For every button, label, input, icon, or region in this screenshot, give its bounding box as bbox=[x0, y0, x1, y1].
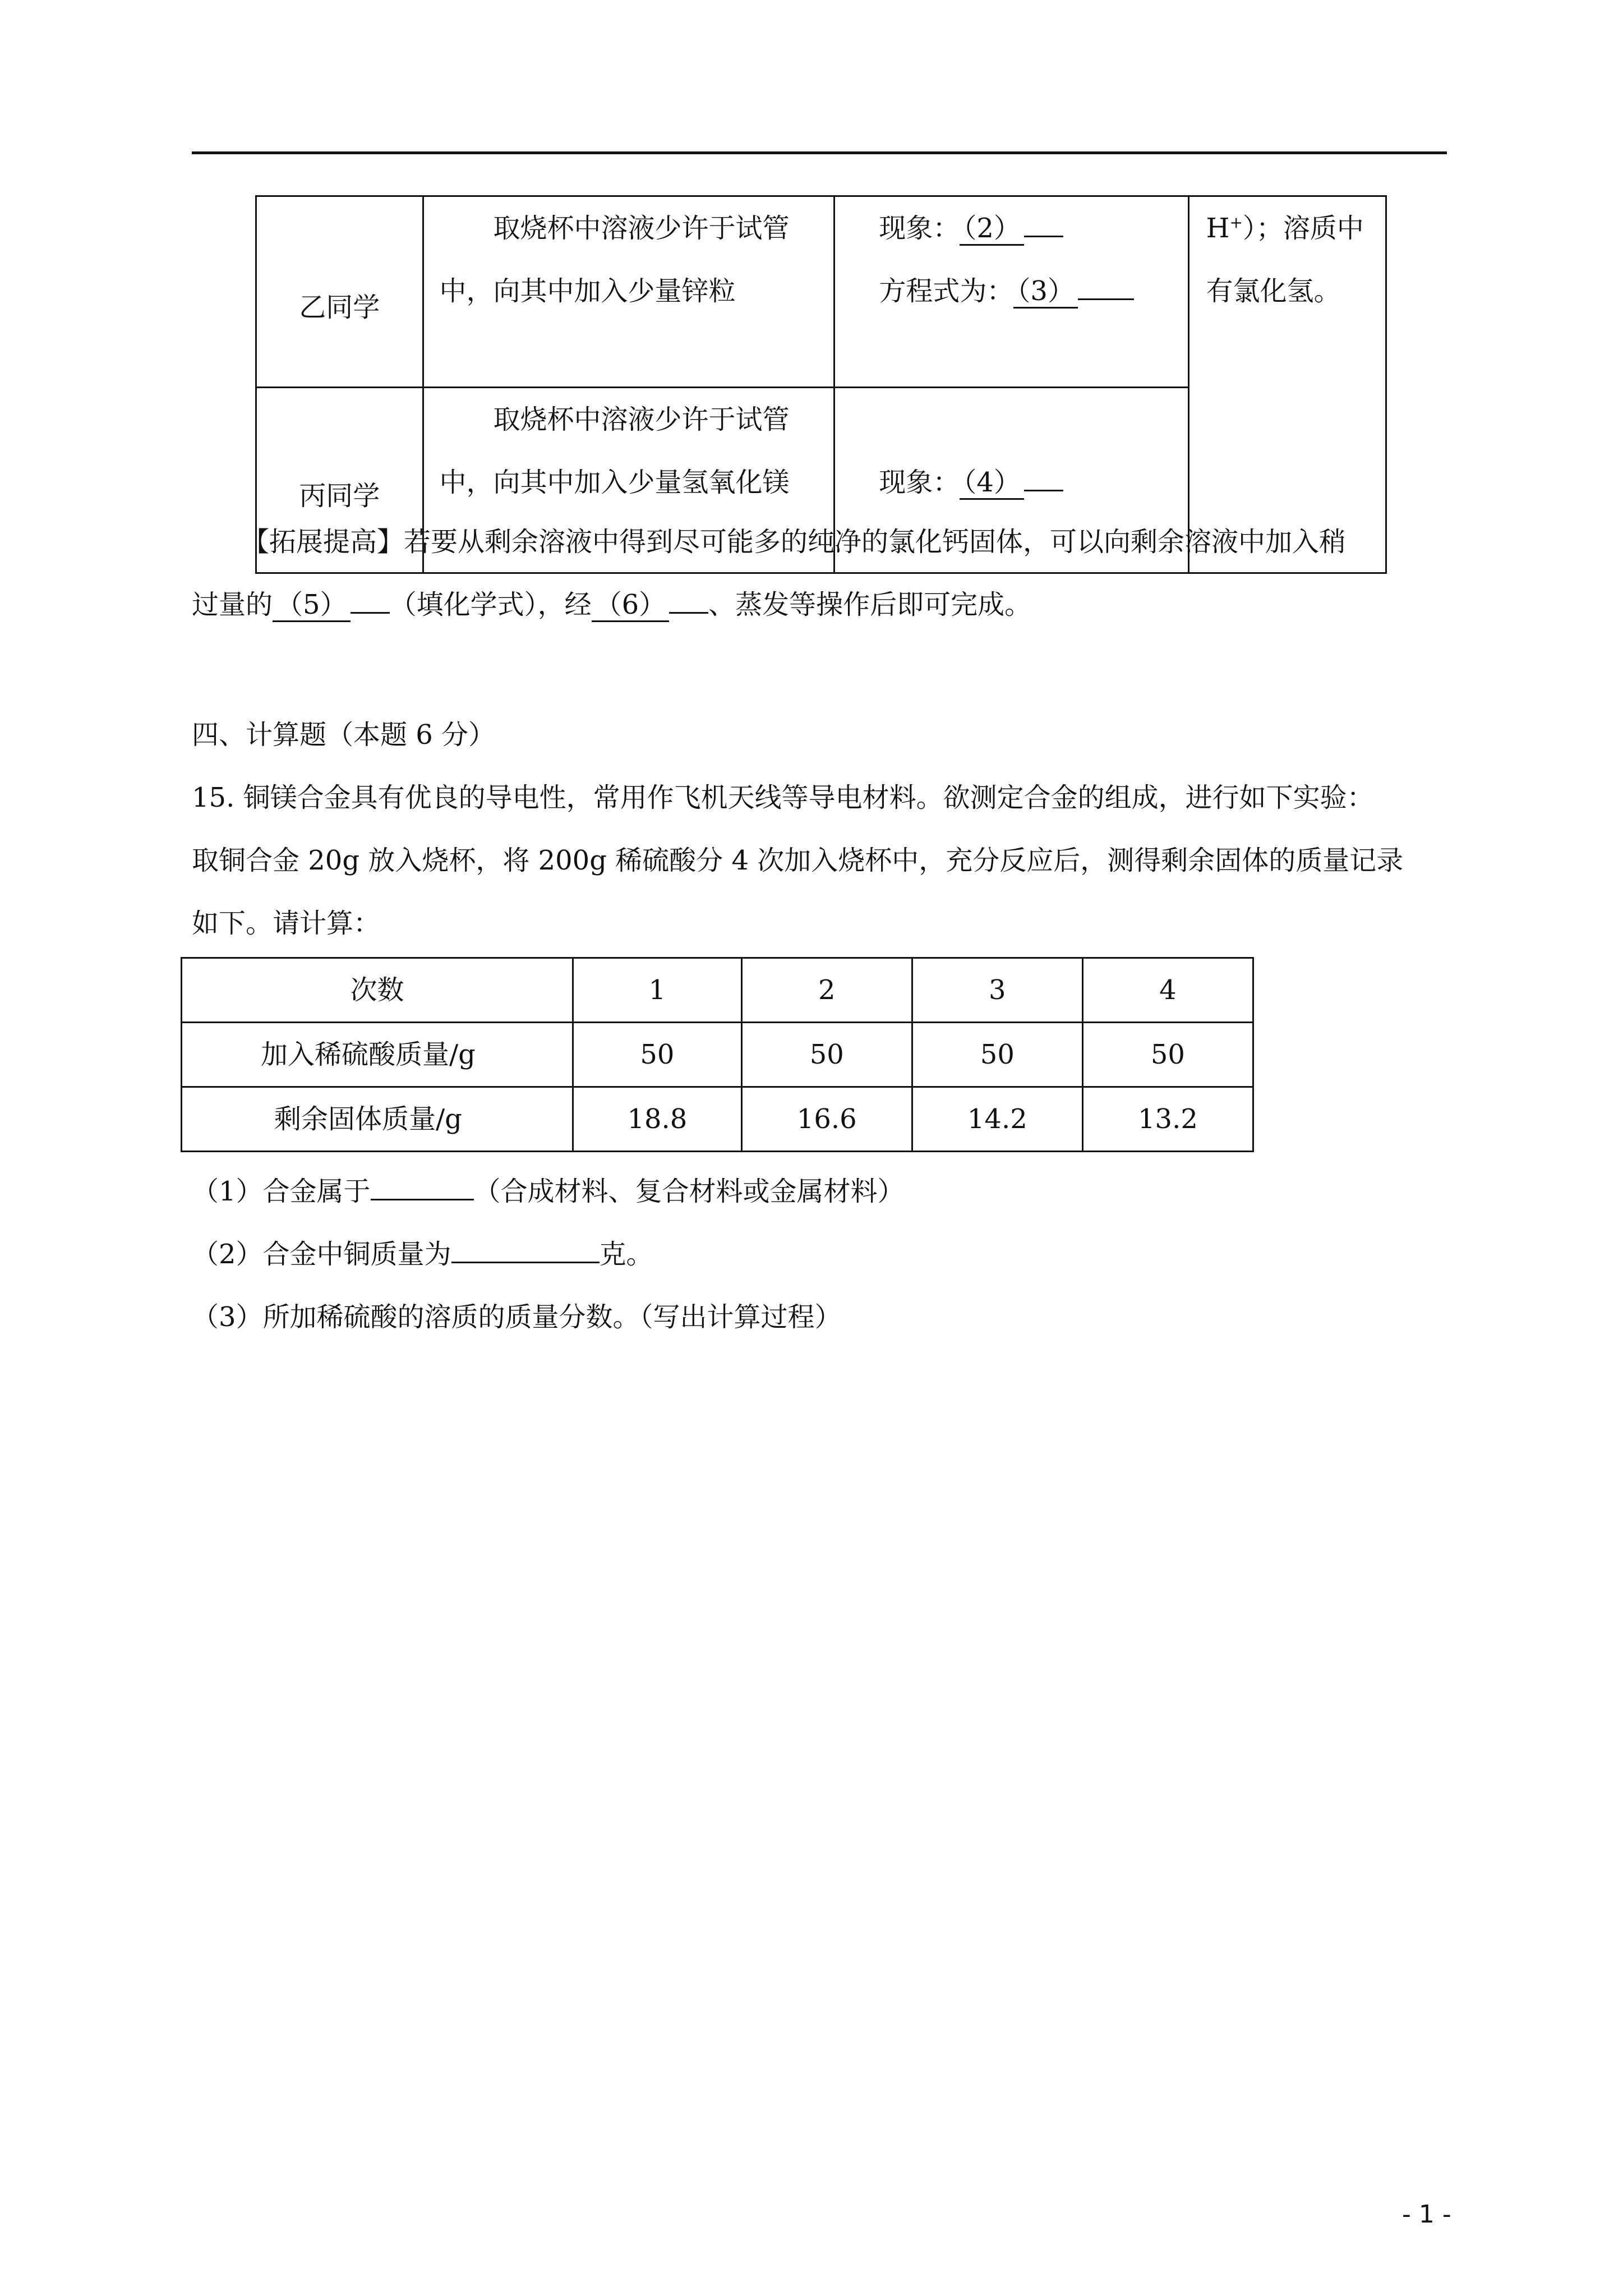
table-row bbox=[182, 958, 1253, 1023]
table-cell: 16.6 bbox=[741, 1087, 912, 1152]
blank-4: （4） bbox=[960, 467, 1024, 500]
table-cell: 14.2 bbox=[912, 1087, 1082, 1152]
sub-question-1: （1）合金属于 （合成材料、复合材料或金属材料） bbox=[192, 1176, 905, 1207]
experiment-step: 取烧杯中溶液少许于试管 中，向其中加入少量锌粒 bbox=[423, 196, 834, 388]
blank-6: （6） bbox=[592, 589, 670, 622]
sub-question-2: （2）合金中铜质量为 克。 bbox=[192, 1239, 653, 1270]
experiment-observation: 现象： （2） 方程式为： （3） bbox=[834, 196, 1188, 388]
blank-2: （2） bbox=[960, 213, 1024, 246]
experiment-conclusion: H+）；溶质中 有氯化氢。 bbox=[1188, 196, 1386, 573]
table-header-cell: 3 bbox=[912, 958, 1082, 1023]
table-row bbox=[256, 196, 1386, 388]
table-header-cell: 1 bbox=[573, 958, 742, 1023]
header-rule bbox=[192, 151, 1447, 154]
table-header-cell: 4 bbox=[1082, 958, 1253, 1023]
answer-blank[interactable] bbox=[451, 1238, 600, 1263]
extension-paragraph: 【拓展提高】若要从剩余溶液中得到尽可能多的纯净的氯化钙固体，可以向剩余溶液中加入稍 过量的 （5） （填化学式），经 （6） 、蒸发等操作后即可完成。 bbox=[192, 510, 1448, 636]
table-cell: 13.2 bbox=[1082, 1087, 1253, 1152]
experiment-step: 取烧杯中溶液少许于试管 中，向其中加入少量氢氧化镁 bbox=[423, 388, 834, 573]
table-cell: 50 bbox=[912, 1023, 1082, 1087]
student-name: 丙同学 bbox=[256, 388, 423, 573]
table-cell: 50 bbox=[741, 1023, 912, 1087]
page-number: - 1 - bbox=[1402, 2200, 1451, 2229]
table-cell: 18.8 bbox=[573, 1087, 742, 1152]
answer-blank[interactable] bbox=[371, 1175, 474, 1200]
table-cell: 50 bbox=[1082, 1023, 1253, 1087]
table-cell: 50 bbox=[573, 1023, 742, 1087]
table-header-cell: 次数 bbox=[182, 958, 573, 1023]
data-table bbox=[181, 957, 1254, 1152]
table-row-label: 剩余固体质量/g bbox=[182, 1087, 573, 1152]
table-header-cell: 2 bbox=[741, 958, 912, 1023]
table-row bbox=[182, 1023, 1253, 1087]
table-row-label: 加入稀硫酸质量/g bbox=[182, 1023, 573, 1087]
question-15: 15. 铜镁合金具有优良的导电性，常用作飞机天线等导电材料。欲测定合金的组成，进行如下实验： 取铜合金 20g 放入烧杯，将 200g 稀硫酸分 4 次加入烧杯中，充分反应后，测得剩余固体的质量记录 如下。请计算： bbox=[192, 782, 1404, 939]
blank-3: （3） bbox=[1013, 275, 1078, 309]
table-row bbox=[182, 1087, 1253, 1152]
experiment-observation: 现象： （4） bbox=[834, 388, 1188, 573]
student-name: 乙同学 bbox=[256, 196, 423, 388]
section-heading: 四、计算题（本题 6 分） bbox=[192, 719, 496, 751]
blank-5: （5） bbox=[273, 589, 351, 622]
sub-question-3: （3）所加稀硫酸的溶质的质量分数。（写出计算过程） bbox=[192, 1301, 842, 1333]
